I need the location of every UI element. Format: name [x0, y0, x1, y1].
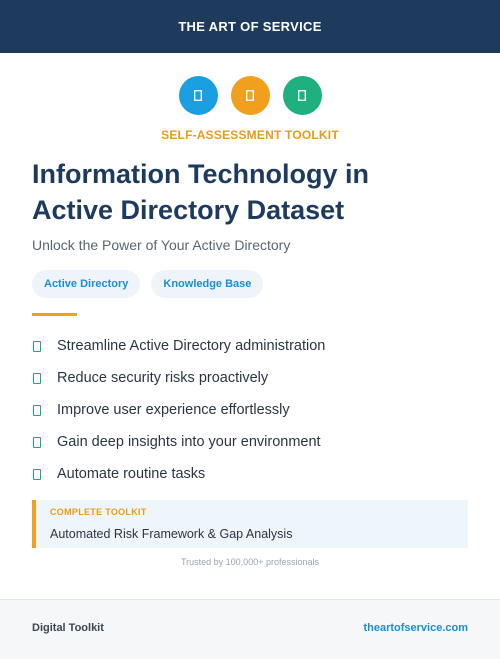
list-item — [32, 394, 325, 426]
feature-text: Streamline Active Directory administration — [57, 338, 326, 354]
accent-divider — [32, 313, 77, 316]
list-item — [32, 458, 325, 490]
green-circle-badge — [283, 76, 322, 115]
callout-value: Automated Risk Framework & Gap Analysis — [50, 527, 293, 541]
toolkit-kicker: SELF-ASSESSMENT TOOLKIT — [161, 128, 339, 142]
feature-text: Gain deep insights into your environment — [57, 434, 321, 450]
orange-circle-badge — [231, 76, 270, 115]
tag-list — [32, 270, 263, 298]
list-item — [32, 426, 325, 458]
brand-name: THE ART OF SERVICE — [178, 19, 322, 34]
feature-text: Reduce security risks proactively — [57, 370, 269, 386]
footer-label: Digital Toolkit — [32, 622, 104, 634]
page-title — [32, 156, 472, 228]
callout-label: COMPLETE TOOLKIT — [50, 507, 147, 517]
checkbox-icon — [33, 341, 41, 352]
top-banner — [0, 0, 500, 53]
placeholder-box-icon — [194, 90, 202, 101]
toolkit-callout — [32, 500, 468, 548]
website-link[interactable]: theartofservice.com — [363, 622, 468, 634]
list-item — [32, 330, 325, 362]
placeholder-box-icon — [298, 90, 306, 101]
checkbox-icon — [33, 469, 41, 480]
checkbox-icon — [33, 405, 41, 416]
checkbox-icon — [33, 373, 41, 384]
list-item — [32, 362, 325, 394]
feature-text: Automate routine tasks — [57, 466, 206, 482]
title-line-1: Information Technology in — [32, 159, 369, 189]
placeholder-box-icon — [246, 90, 254, 101]
checkbox-icon — [33, 437, 41, 448]
feature-list — [32, 330, 325, 490]
blue-circle-badge — [179, 76, 218, 115]
icon-row — [0, 76, 500, 115]
feature-text: Improve user experience effortlessly — [57, 402, 290, 418]
footer — [0, 599, 500, 659]
trusted-note: Trusted by 100,000+ professionals — [180, 557, 319, 567]
tag-active-directory[interactable]: Active Directory — [32, 270, 140, 298]
tag-knowledge-base[interactable]: Knowledge Base — [151, 270, 263, 298]
title-line-2: Active Directory Dataset — [32, 195, 345, 225]
page-subtitle: Unlock the Power of Your Active Directory — [32, 237, 291, 253]
